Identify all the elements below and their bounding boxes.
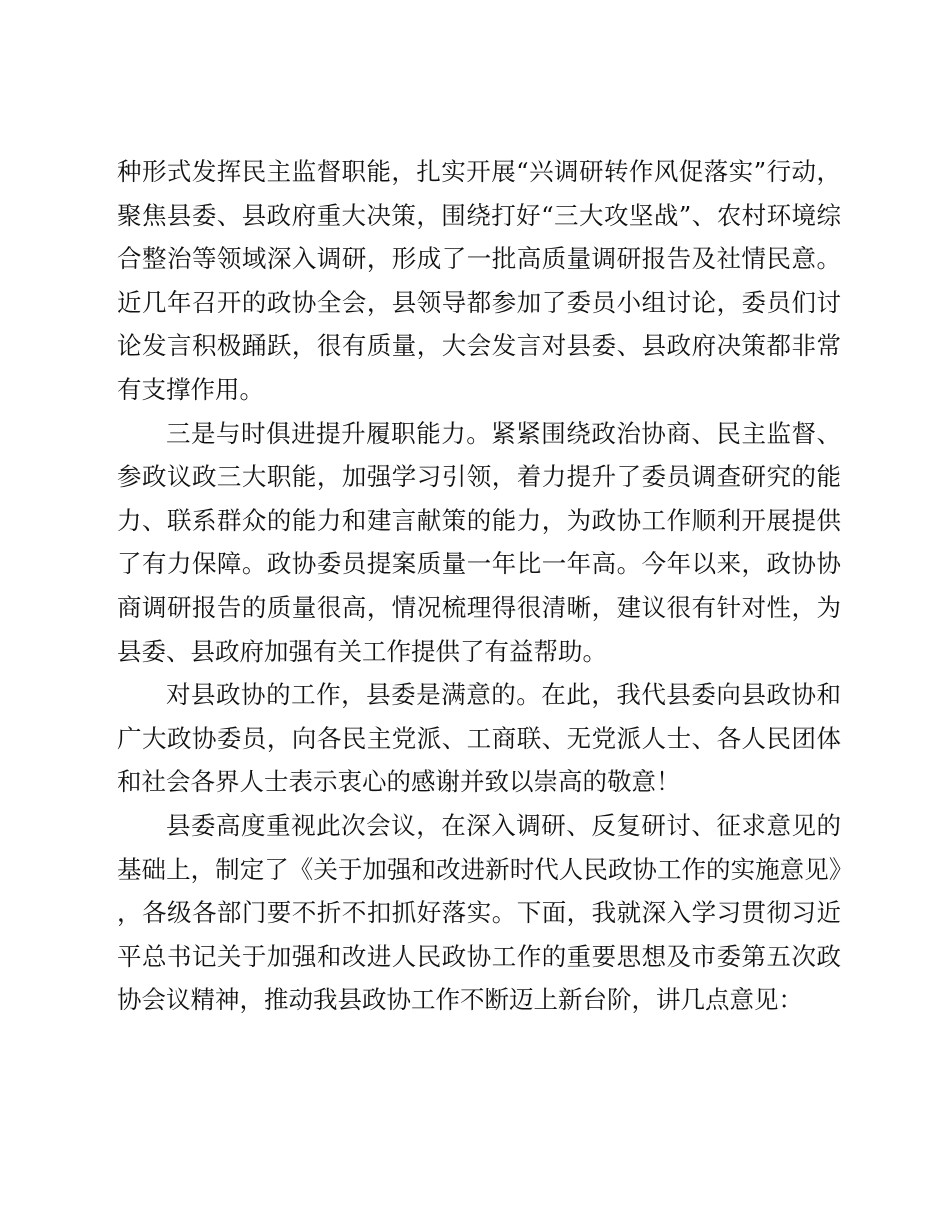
paragraph-capability: 三是与时俱进提升履职能力。紧紧围绕政治协商、民主监督、参政议政三大职能，加强学习引领，着力提升了委员调查研究的能力、联系群众的能力和建言献策的能力，为政协工作顺利开展提供了有力保障。政协委员提案质量一年比一年高。今年以来，政协协商调研报告的质量很高，情况梳理得很清晰，建议很有针对性，为县委、县政府加强有关工作提供了有益帮助。 <box>117 418 841 666</box>
paragraph-continuation: 种形式发挥民主监督职能，扎实开展“兴调研转作风促落实”行动，聚焦县委、县政府重大决策，围绕打好“三大攻坚战”、农村环境综合整治等领域深入调研，形成了一批高质量调研报告及社情民意。近几年召开的政协全会，县领导都参加了委员小组讨论，委员们讨论发言积极踊跃，很有质量，大会发言对县委、县政府决策都非常有支撑作用。 <box>117 157 841 404</box>
paragraph-thanks: 对县政协的工作，县委是满意的。在此，我代县委向县政协和广大政协委员，向各民主党派、工商联、无党派人士、各人民团体和社会各界人士表示衷心的感谢并致以崇高的敬意！ <box>117 680 841 797</box>
paragraph-opinions: 县委高度重视此次会议，在深入调研、反复研讨、征求意见的基础上，制定了《关于加强和改进新时代人民政协工作的实施意见》，各级各部门要不折不扣抓好落实。下面，我就深入学习贯彻习近平总书记关于加强和改进人民政协工作的重要思想及市委第五次政协会议精神，推动我县政协工作不断迈上新台阶，讲几点意见： <box>117 810 841 1015</box>
document-body <box>117 150 841 1022</box>
